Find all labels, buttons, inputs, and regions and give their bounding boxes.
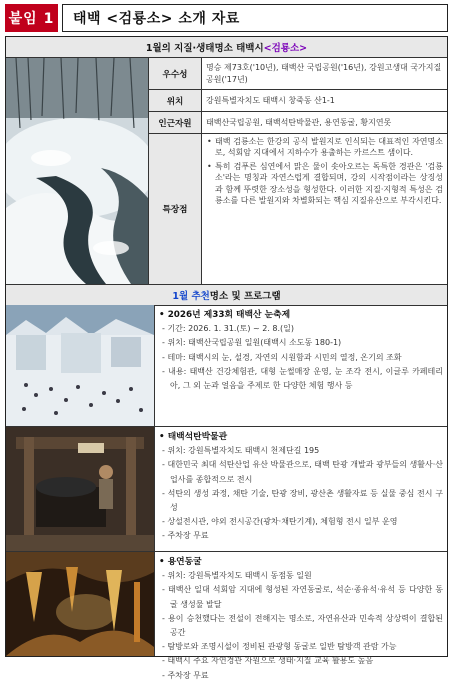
program-detail: - 탐방로와 조명시설이 정비된 관광형 동굴로 일반 탐방객 관람 가능 [159,640,443,654]
program-yongyeon-cave [6,552,447,680]
info-label: 특장점 [149,134,202,284]
document-header [5,4,448,32]
info-label: 인근자원 [149,112,202,133]
attachment-badge: 붙임 1 [5,4,58,32]
info-row-location [149,90,447,112]
features-list [206,136,443,208]
info-label: 위치 [149,90,202,111]
program-detail: - 내용: 태백산 건강체험관, 대형 눈썰매장 운영, 눈 조각 전시, 이글루 카페테리아, 그 외 눈과 얼음을 주제로 한 다양한 체험 행사 등 [159,365,443,393]
feature-item: • 태백 검룡소는 한강의 공식 발원지로 인식되는 대표적인 자연명소로, 석회암 지대에서 지하수가 용출하는 카르스트 샘이다. [206,136,443,159]
program-detail: - 기간: 2026. 1. 31.(토) ~ 2. 8.(일) [159,322,443,336]
content-frame [5,36,448,680]
program-detail: - 위치: 강원특별자치도 태백시 동점동 일원 [159,569,443,583]
program-title: • 2026년 제33회 태백산 눈축제 [159,308,443,322]
program-detail: - 테마: 태백시의 눈, 설경, 자연의 시원함과 시민의 열정, 온기의 조화 [159,351,443,365]
program-title: • 용연동굴 [159,555,443,569]
program-detail: - 태백시 주요 자연경관 자원으로 생태·지질 교육 활용도 높음 [159,654,443,668]
program-detail: - 석탄의 생성 과정, 채탄 기술, 탄광 장비, 광산촌 생활자료 등 실물 중심 전시 구성 [159,487,443,515]
section1-heading-accent: <검룡소> [263,43,308,54]
program-detail: - 주차장 무료 [159,669,443,683]
program-detail: - 대한민국 최대 석탄산업 유산 박물관으로, 태백 탄광 개발과 광부들의 생활사·산업사를 종합적으로 전시 [159,458,443,486]
info-value: 태백산국립공원, 태백석탄박물관, 용연동굴, 황지연못 [206,117,392,127]
program-title: • 태백석탄박물관 [159,430,443,444]
geomryongso-photo [6,58,149,284]
info-row-excellence [149,58,447,90]
feature-item: • 특히 검푸른 심연에서 맑은 물이 솟아오르는 독특한 경관은 '검룡소'라는 명칭과 자연스럽게 결합되며, 강의 시작점이라는 상징성과 함께 뚜렷한 장소성을 형성한다. 이러한 지질·지형적 특성은 검룡소를 다른 발원지와 차별화되는 핵심 지질유산으로 부각시킨다. [206,161,443,207]
program-detail: - 위치: 태백산국립공원 일원(태백시 소도동 180-1) [159,336,443,350]
section1-heading-main: 1월의 지질·생태명소 태백시 [145,43,264,54]
info-label: 우수성 [149,58,202,89]
info-row-nearby [149,112,447,134]
program-detail: - 태백산 일대 석회암 지대에 형성된 자연동굴로, 석순·종유석·유석 등 다양한 동굴 생성물 발달 [159,583,443,611]
program-detail: - 주차장 무료 [159,529,443,543]
info-value: 강원특별자치도 태백시 창죽동 산1-1 [206,95,335,105]
snow-festival-photo [6,305,155,426]
info-row-features [149,134,447,284]
document-title: 태백 <검룡소> 소개 자료 [62,4,448,32]
program-detail: - 용이 승천했다는 전설이 전해지는 명소로, 자연유산과 민속적 상상력이 결합된 공간 [159,612,443,640]
section1-heading [6,37,447,58]
cave-photo [6,552,155,656]
coal-museum-photo [6,427,155,551]
info-value: 명승 제73호('10년), 태백산 국립공원('16년), 강원고생대 국가지질공원('17년) [206,62,442,84]
section2-heading-main: 명소 및 프로그램 [209,291,281,302]
program-detail: - 위치: 강원특별자치도 태백시 천제단길 195 [159,444,443,458]
program-detail: - 상설전시관, 야외 전시공간(광차·채탄기계), 체험형 전시 일부 운영 [159,515,443,529]
program-coal-museum [6,427,447,552]
section2-heading [6,284,447,306]
program-snow-festival [6,305,447,427]
section2-heading-accent: 1월 추천 [172,291,210,302]
geomryongso-info-table [6,58,447,284]
